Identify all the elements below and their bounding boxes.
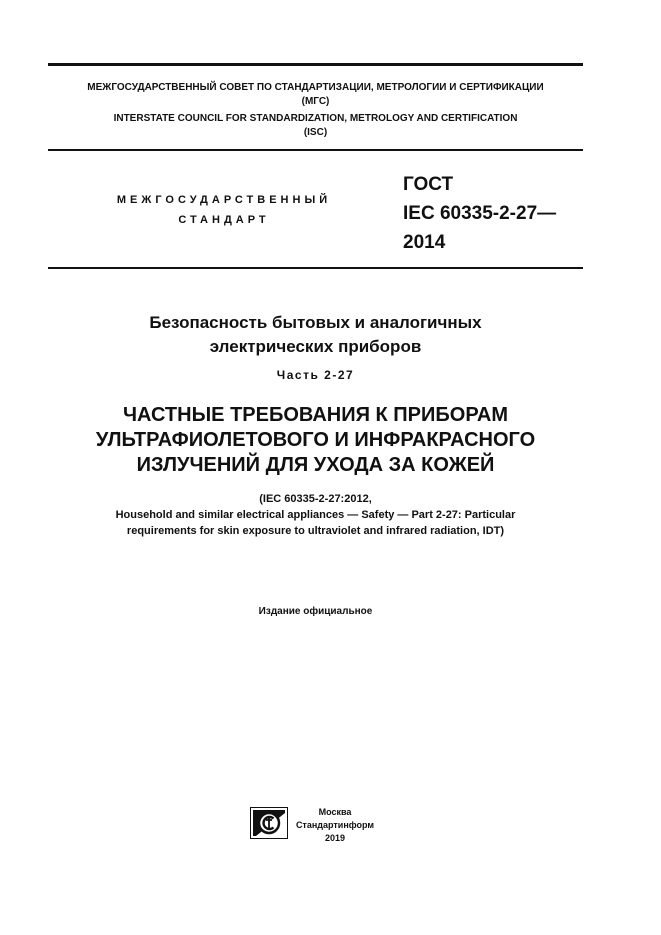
- iec-reference-line2: Household and similar electrical appliances — Safety — Part 2-27: Particular: [115, 509, 516, 521]
- title-line2: электрических приборов: [209, 337, 422, 356]
- council-name-en: [48, 112, 583, 140]
- main-title-line2: УЛЬТРАФИОЛЕТОВОГО И ИНФРАКРАСНОГО: [95, 429, 536, 451]
- main-title-line3: ИЗЛУЧЕНИЙ ДЛЯ УХОДА ЗА КОЖЕЙ: [136, 454, 495, 476]
- council-name-ru: [48, 81, 583, 109]
- council-divider: [48, 149, 583, 151]
- iec-reference-line1: (IEC 60335-2-27:2012,: [259, 493, 372, 505]
- standard-kind-line1: МЕЖГОСУДАРСТВЕННЫЙ: [116, 194, 332, 206]
- iec-reference-line3: requirements for skin exposure to ultraviolet and infrared radiation, IDT): [126, 525, 505, 537]
- council-ru-line2: (МГС): [301, 96, 330, 107]
- header-divider: [48, 267, 583, 269]
- document-title: [48, 311, 583, 359]
- title-line1: Безопасность бытовых и аналогичных: [149, 313, 482, 332]
- publisher-name: Стандартинформ: [295, 820, 375, 830]
- top-rule: [48, 63, 583, 66]
- standard-kind: [74, 190, 374, 230]
- publisher-city: Москва: [318, 807, 352, 817]
- standartinform-logo-icon: [250, 807, 288, 839]
- edition-label: Издание официальное: [258, 606, 373, 617]
- standard-designation: [403, 170, 556, 257]
- standard-kind-line2: СТАНДАРТ: [178, 214, 270, 226]
- council-en-line2: (ISC): [303, 127, 328, 138]
- main-title-line1: ЧАСТНЫЕ ТРЕБОВАНИЯ К ПРИБОРАМ: [122, 404, 509, 426]
- publisher-block: [290, 806, 380, 845]
- iec-reference: [48, 491, 583, 539]
- part-number: Часть 2-27: [276, 368, 355, 382]
- designation-line1: ГОСТ: [403, 174, 454, 195]
- council-ru-line1: МЕЖГОСУДАРСТВЕННЫЙ СОВЕТ ПО СТАНДАРТИЗАЦИИ, МЕТРОЛОГИИ И СЕРТИФИКАЦИИ: [87, 82, 544, 93]
- designation-line2: IEC 60335-2-27—: [403, 203, 557, 224]
- main-title: [48, 403, 583, 478]
- council-en-line1: INTERSTATE COUNCIL FOR STANDARDIZATION, METROLOGY AND CERTIFICATION: [113, 113, 518, 124]
- publisher-year: 2019: [324, 833, 346, 843]
- designation-line3: 2014: [403, 232, 446, 253]
